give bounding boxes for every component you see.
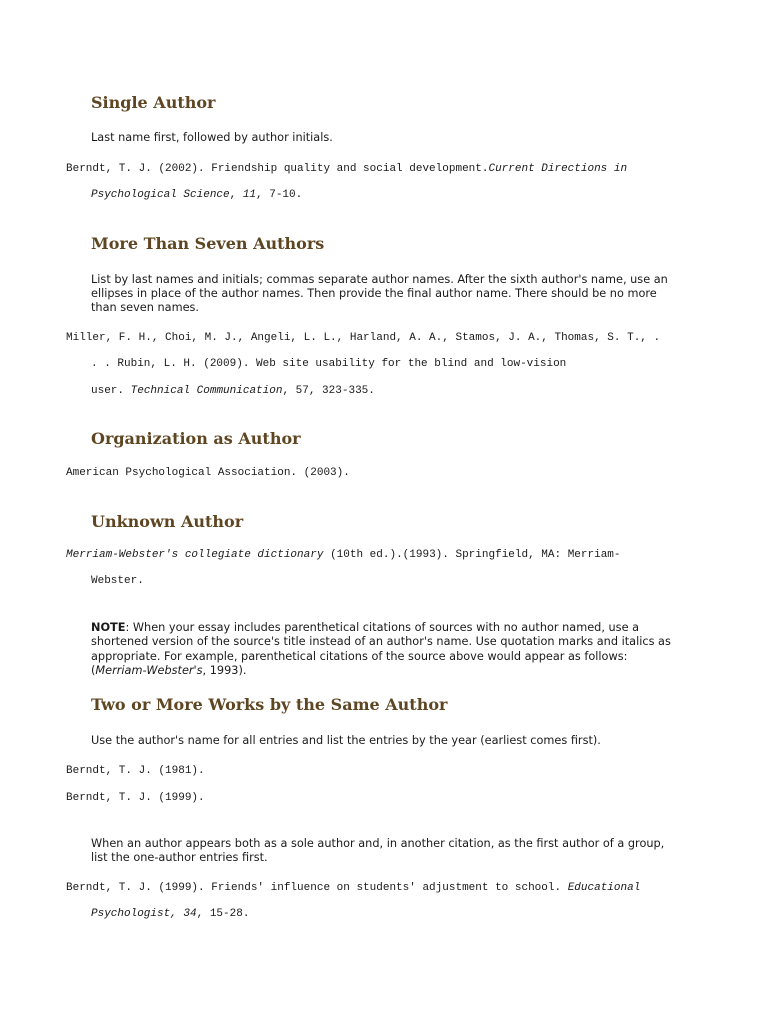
- single-author-reference-line1: Berndt, T. J. (2002). Friendship quality and social development.Current Directions in: [66, 163, 628, 175]
- same-author-reference2: Berndt, T. J. (1999).: [66, 792, 205, 804]
- same-author-description: Use the author's name for all entries and list the entries by the year (earliest comes first).: [91, 734, 601, 747]
- seven-authors-description-line2: ellipses in place of the author names. Then provide the final author name. There should be no more: [91, 287, 657, 300]
- single-author-reference-line2: Psychological Science, 11, 7-10.: [91, 189, 303, 201]
- note-line3: appropriate. For example, parenthetical citations of the source above would appear as follows:: [91, 650, 628, 663]
- organization-reference: American Psychological Association. (2003).: [66, 467, 350, 479]
- note-line4: (Merriam-Webster's, 1993).: [91, 664, 247, 677]
- unknown-reference-line1: Merriam-Webster's collegiate dictionary (10th ed.).(1993). Springfield, MA: Merriam-: [66, 549, 621, 561]
- same-author-description2-line2: list the one-author entries first.: [91, 851, 268, 864]
- seven-authors-reference-line3: user. Technical Communication, 57, 323-335.: [91, 385, 375, 397]
- same-author-reference3-line1: Berndt, T. J. (1999). Friends' influence on students' adjustment to school. Educational: [66, 882, 641, 894]
- seven-authors-reference-line1: Miller, F. H., Choi, M. J., Angeli, L. L., Harland, A. A., Stamos, J. A., Thomas, S. T., .: [66, 332, 661, 344]
- heading-organization-author: Organization as Author: [91, 429, 301, 448]
- seven-authors-reference-line2: . . Rubin, L. H. (2009). Web site usability for the blind and low-vision: [91, 358, 567, 370]
- note-line1: NOTE: When your essay includes parenthetical citations of sources with no author named, use a: [91, 621, 640, 634]
- heading-unknown-author: Unknown Author: [91, 512, 244, 531]
- heading-same-author: Two or More Works by the Same Author: [91, 695, 448, 714]
- unknown-reference-line2: Webster.: [91, 575, 144, 587]
- same-author-reference3-line2: Psychologist, 34, 15-28.: [91, 908, 250, 920]
- same-author-description2-line1: When an author appears both as a sole author and, in another citation, as the first author of a group,: [91, 837, 665, 850]
- seven-authors-description-line1: List by last names and initials; commas separate author names. After the sixth author's name, use an: [91, 273, 668, 286]
- same-author-reference1: Berndt, T. J. (1981).: [66, 765, 205, 777]
- heading-single-author: Single Author: [91, 93, 216, 112]
- note-line2: shortened version of the source's title instead of an author's name. Use quotation marks and italics as: [91, 635, 671, 648]
- heading-seven-authors: More Than Seven Authors: [91, 234, 325, 253]
- single-author-description: Last name first, followed by author initials.: [91, 131, 333, 144]
- seven-authors-description-line3: than seven names.: [91, 301, 199, 314]
